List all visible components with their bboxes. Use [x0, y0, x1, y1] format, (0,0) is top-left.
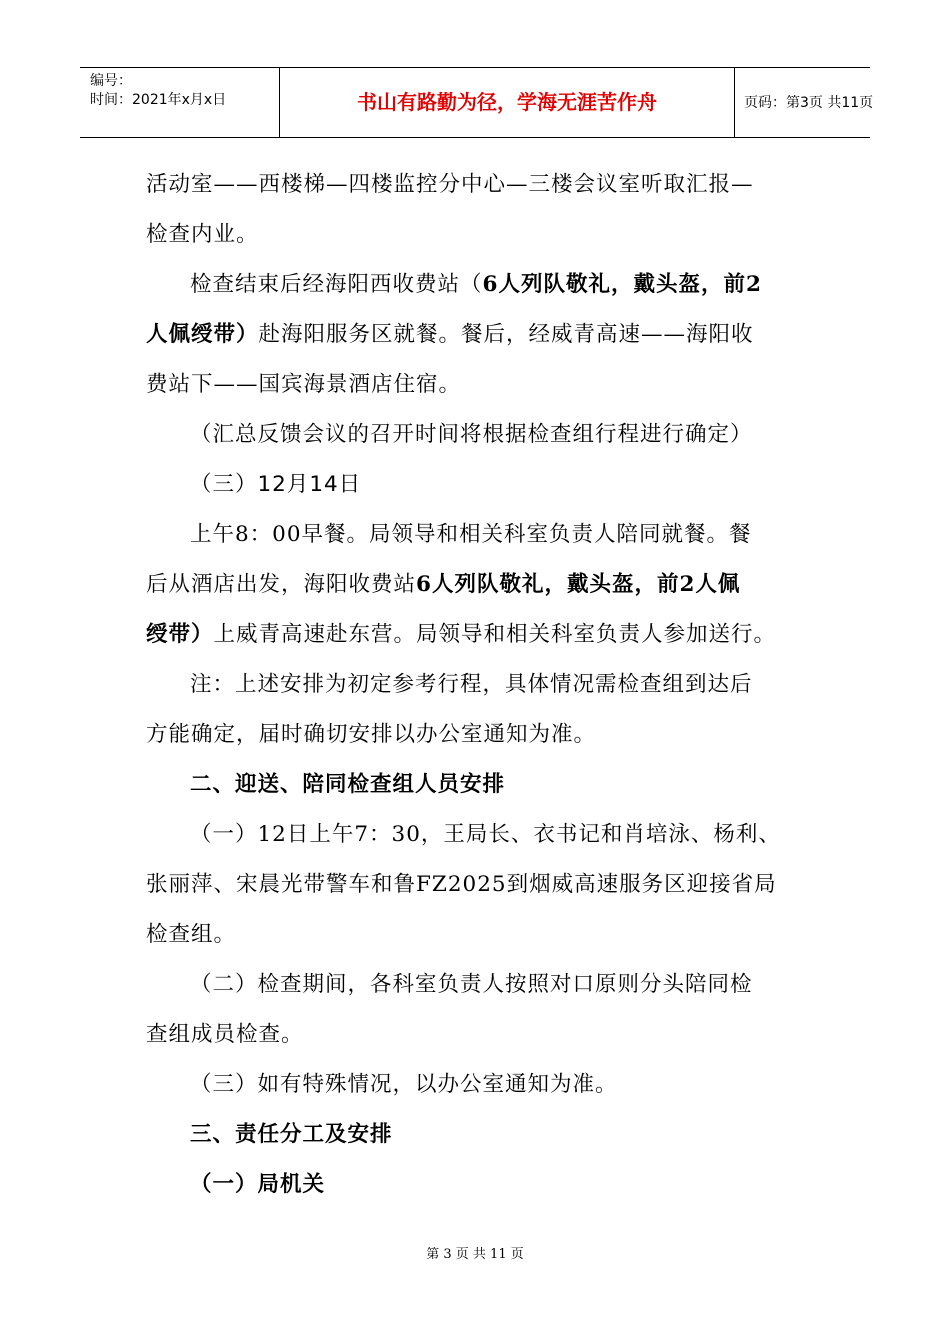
document-header [80, 67, 874, 138]
header-page-number: 页码：第3页 共11页 [744, 95, 874, 111]
header-left-cell [80, 68, 280, 137]
text-line: 绶带）上威青高速赴东营。局领导和相关科室负责人参加送行。 [146, 622, 777, 647]
text-line: 费站下——国宾海景酒店住宿。 [146, 372, 462, 397]
text-line: 上午8：00早餐。局领导和相关科室负责人陪同就餐。餐 [190, 522, 752, 547]
text-line: 查组成员检查。 [146, 1022, 304, 1047]
subsection-heading [146, 1160, 860, 1210]
text-line: （三）12月14日 [190, 472, 362, 497]
text-line: 活动室——西楼梯—四楼监控分中心—三楼会议室听取汇报— [146, 172, 754, 197]
text-line: 注：上述安排为初定参考行程，具体情况需检查组到达后 [190, 672, 753, 697]
paragraph-note [146, 660, 816, 760]
page-footer: 第 3 页 共 11 页 [426, 1247, 524, 1262]
text-line: 方能确定，届时确切安排以办公室通知为准。 [146, 722, 597, 747]
text-line: 检查结束后经海阳西收费站（6人列队敬礼，戴头盔，前2 [190, 272, 762, 297]
document-time-label: 时间：2021年x月x日 [90, 92, 227, 108]
bold-text: 绶带） [146, 622, 214, 647]
bold-text: 人佩绶带） [146, 322, 259, 347]
text-line: 人佩绶带）赴海阳服务区就餐。餐后，经威青高速——海阳收 [146, 322, 754, 347]
text-line: 检查内业。 [146, 222, 259, 247]
text-line: 二、迎送、陪同检查组人员安排 [190, 772, 506, 797]
paragraph-accompany-arrangement [146, 960, 816, 1060]
section-heading-3 [146, 1110, 860, 1160]
paragraph-inspection-end [146, 260, 816, 410]
section-heading-2 [146, 760, 860, 810]
text-line: （三）如有特殊情况，以办公室通知为准。 [190, 1072, 618, 1097]
text-line: 检查组。 [146, 922, 237, 947]
text-line: 后从酒店出发，海阳收费站6人列队敬礼，戴头盔，前2人佩 [146, 572, 741, 597]
text-line: （二）检查期间，各科室负责人按照对口原则分头陪同检 [190, 972, 753, 997]
text-line: （一）局机关 [190, 1172, 326, 1197]
paragraph-feedback-note [146, 410, 860, 460]
text-line: 三、责任分工及安排 [190, 1122, 393, 1147]
text-line: （一）12日上午7：30，王局长、衣书记和肖培泳、杨利、 [190, 822, 781, 847]
bold-text: 6人列队敬礼，戴头盔，前2 [482, 272, 762, 297]
text-line: （汇总反馈会议的召开时间将根据检查组行程进行确定） [190, 422, 753, 447]
document-number-label: 编号： [90, 73, 132, 89]
paragraph-morning-schedule [146, 510, 816, 660]
paragraph-special-cases [146, 1060, 860, 1110]
paragraph-welcome-arrangement [146, 810, 816, 960]
text-line: 张丽萍、宋晨光带警车和鲁FZ2025到烟威高速服务区迎接省局 [146, 872, 777, 897]
header-right-cell [735, 68, 874, 137]
header-middle-cell [280, 68, 735, 137]
bold-text: 6人列队敬礼，戴头盔，前2人佩 [416, 572, 741, 597]
section-date-heading [146, 460, 860, 510]
paragraph-route-continued [146, 160, 816, 260]
header-motto: 书山有路勤为径，学海无涯苦作舟 [357, 90, 657, 114]
